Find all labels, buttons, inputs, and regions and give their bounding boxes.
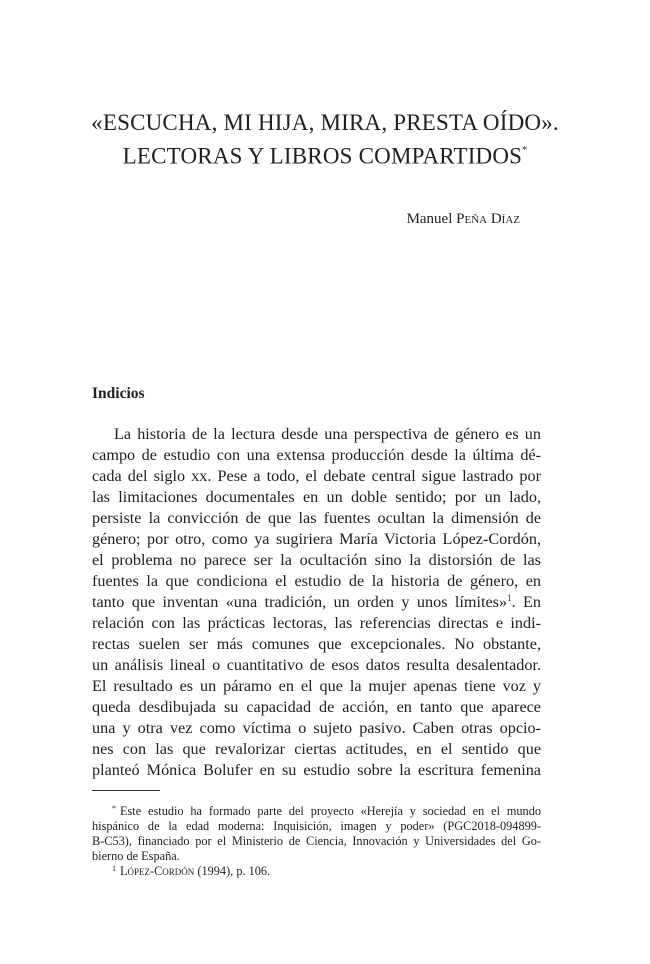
footnote-mark-1: 1 (112, 864, 116, 873)
body-line: las limitaciones documentales en un doble sentido; por un lado, (92, 488, 541, 506)
body-line: El resultado es un páramo en el que la mujer apenas tiene voz y (92, 677, 541, 695)
chapter-title (60, 108, 590, 172)
footnote-line (92, 804, 541, 819)
body-line: el problema no parece ser la ocultación sino la distorsión de las (92, 551, 541, 569)
title-footnote-mark: * (522, 145, 528, 156)
body-text (92, 424, 541, 781)
body-line: queda desdibujada su capacidad de acción, en tanto que aparece (92, 698, 541, 716)
footnotes (92, 804, 541, 879)
chapter-title-line-2-text: LECTORAS Y LIBROS COMPARTIDOS (122, 143, 523, 169)
section-heading: Indicios (92, 385, 145, 402)
footnote-text: Este estudio ha formado parte del proyecto «Herejía y sociedad en el mundo (120, 804, 541, 818)
body-line: una y otra vez como víctima o sujeto pasivo. Caben otras opcio- (92, 719, 541, 737)
body-line-with-footnote-ref (92, 592, 541, 613)
body-line: nes con las que revalorizar ciertas actitudes, en el sentido que (92, 740, 541, 758)
body-line-tail: . En (511, 593, 541, 611)
footnote-line: bierno de España. (92, 849, 180, 863)
footnote-line: B-C53), financiado por el Ministerio de Ciencia, Innovación y Universidades del Go- (92, 834, 541, 848)
author-first-name: Manuel (406, 211, 453, 227)
chapter-title-line-2 (60, 138, 590, 172)
footnote-mark-star: * (112, 804, 116, 813)
body-line: persiste la convicción de que las fuentes ocultan la dimensión de (92, 509, 541, 527)
footnote-line: hispánico de la edad moderna: Inquisición, imagen y poder» (PGC2018-094899- (92, 819, 541, 833)
body-line-text: tanto que inventan «una tradición, un orden y unos límites» (92, 593, 508, 611)
author-surname: Peña Díaz (456, 211, 520, 227)
footnote-citation: (1994), p. 106. (194, 864, 271, 878)
body-line: rectas suelen ser más comunes que excepcionales. No obstante, (92, 635, 541, 653)
body-line: cada del siglo xx. Pese a todo, el debate central sigue lastrado por (92, 467, 541, 485)
body-line: fuentes la que condiciona el estudio de la historia de género, en (92, 572, 541, 590)
body-line: relación con las prácticas lectoras, las referencias directas e indi- (92, 614, 541, 632)
footnote-cited-author: López-Cordón (120, 864, 195, 878)
footnote-separator (92, 790, 160, 791)
author-name (407, 210, 520, 228)
body-line: género; por otro, como ya sugiriera María Victoria López-Cordón, (92, 530, 541, 548)
chapter-title-line-1: «ESCUCHA, MI HIJA, MIRA, PRESTA OÍDO». (91, 110, 559, 135)
body-line: La historia de la lectura desde una perspectiva de género es un (114, 425, 541, 443)
body-line: campo de estudio con una extensa producción desde la última dé- (92, 446, 541, 464)
body-line: planteó Mónica Bolufer en su estudio sobre la escritura femenina (92, 761, 541, 779)
footnote-reference-1[interactable]: 1 (507, 593, 512, 603)
footnote-line (92, 864, 541, 879)
body-line: un análisis lineal o cuantitativo de esos datos resulta desalentador. (92, 656, 541, 674)
